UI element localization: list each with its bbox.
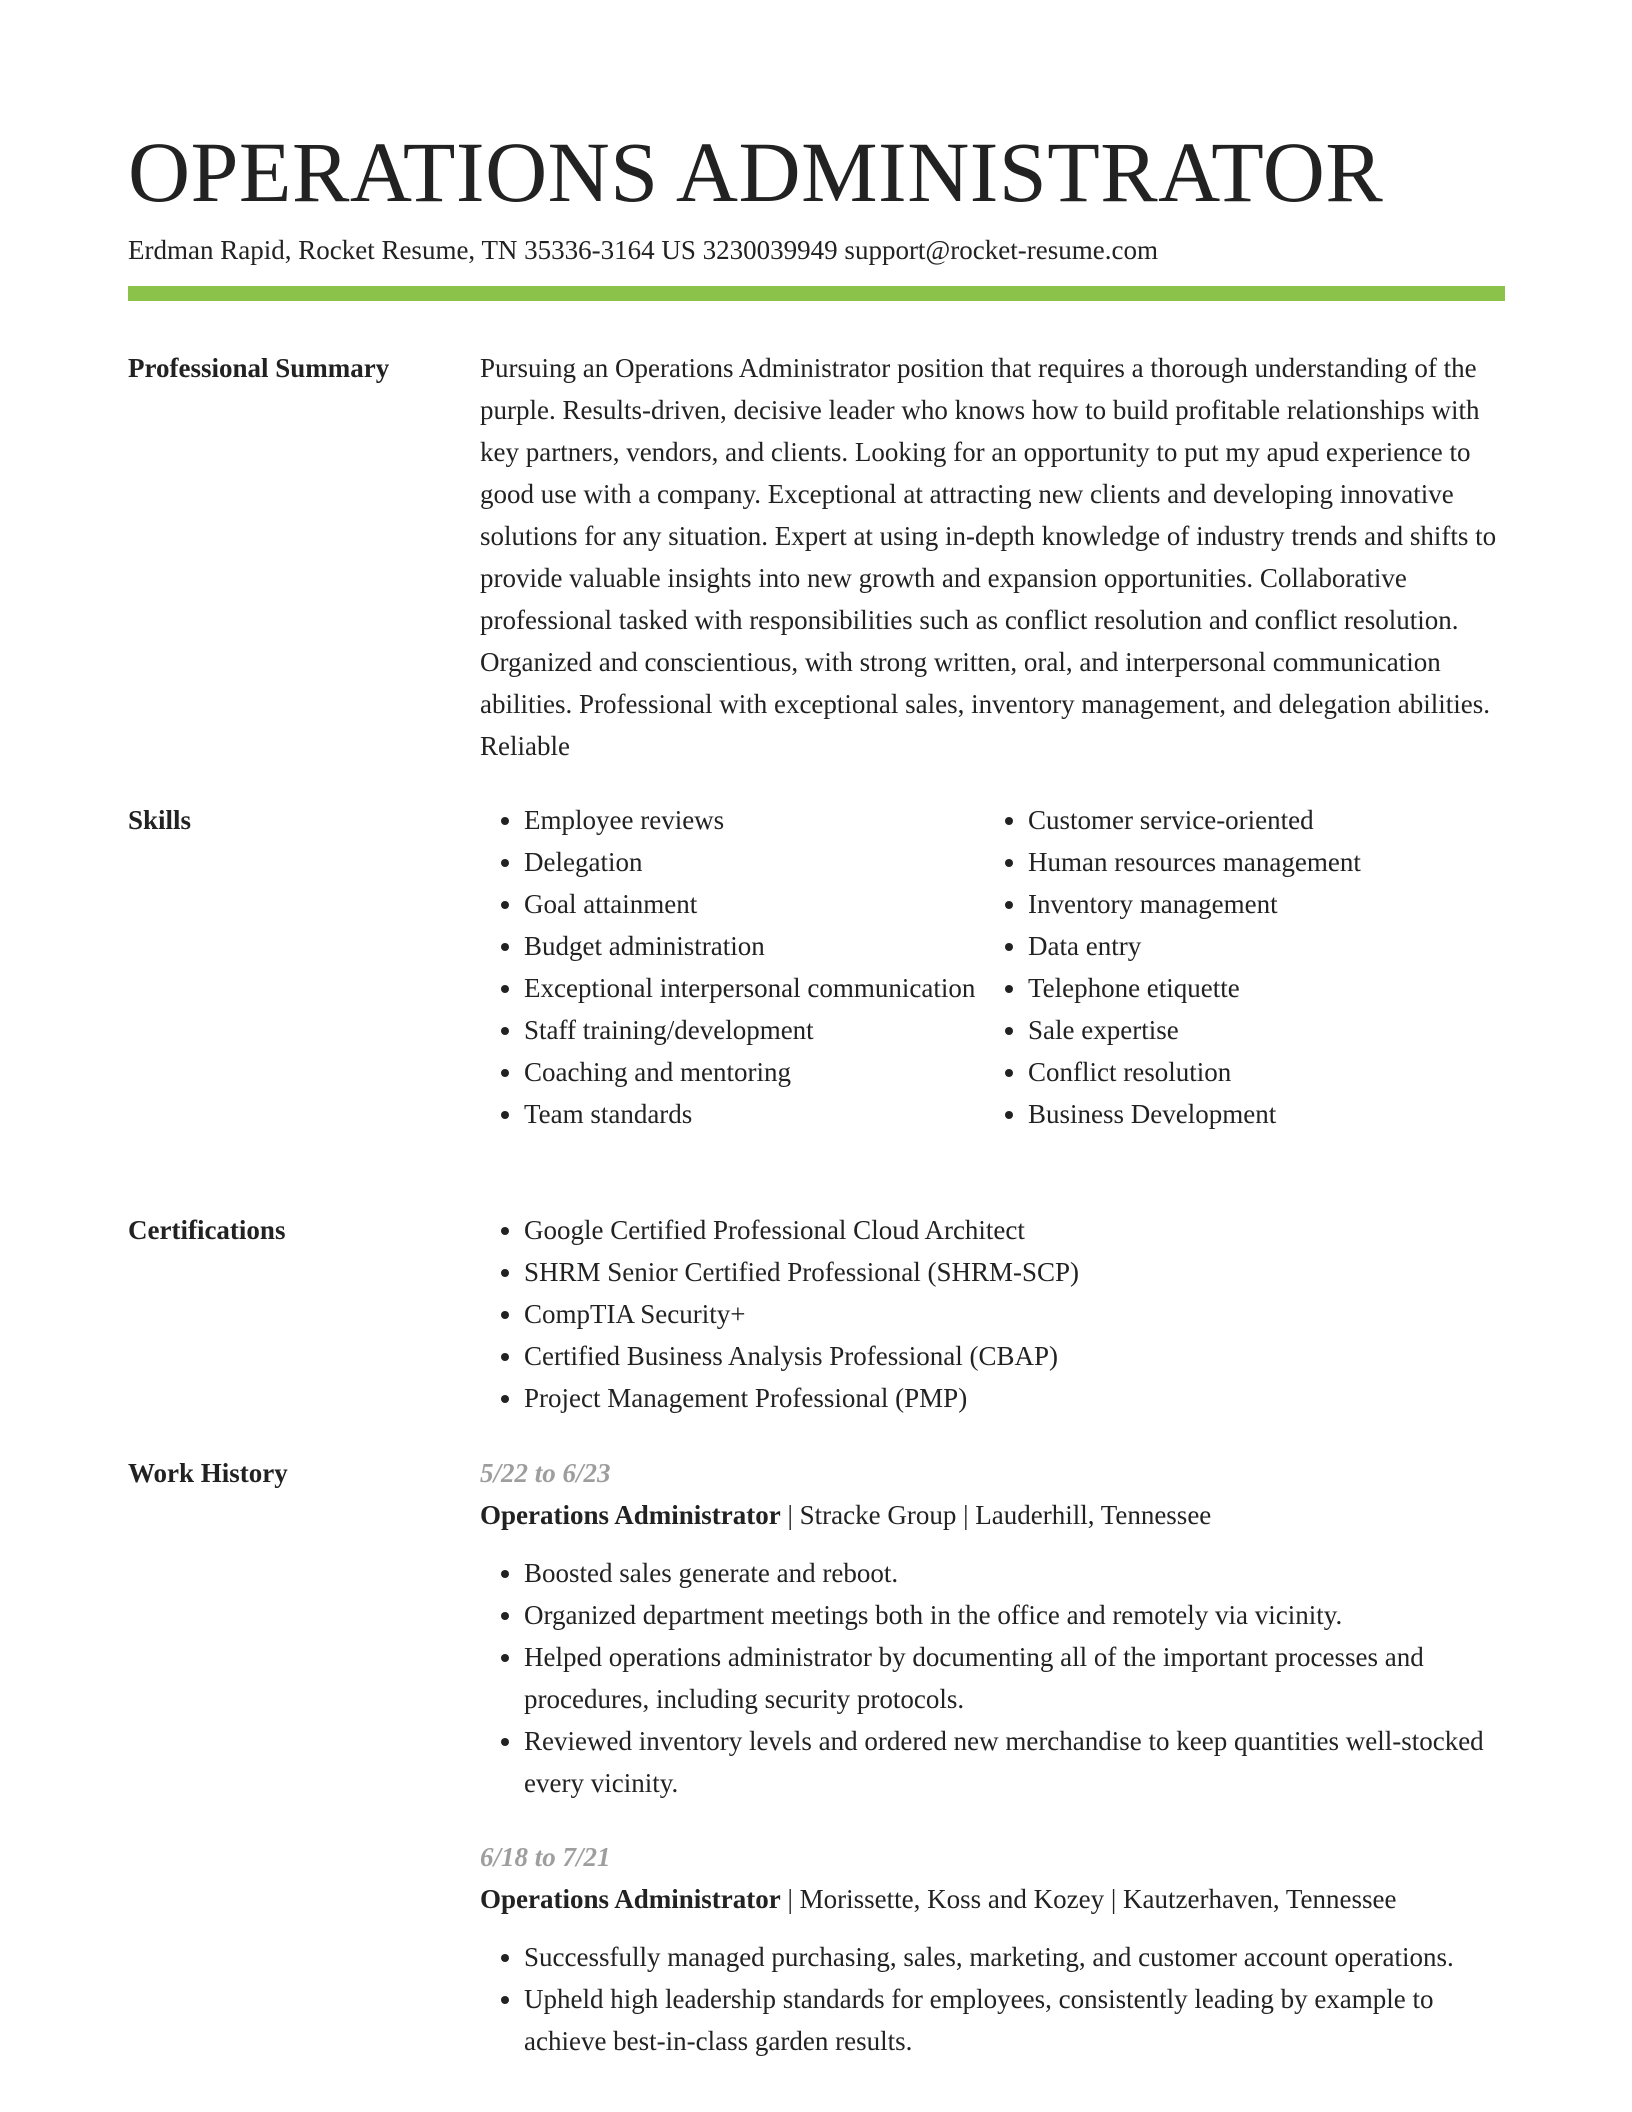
skills-column-left	[480, 799, 984, 1135]
list-item: • Boosted sales generate and reboot.	[524, 1552, 1505, 1594]
list-item: • SHRM Senior Certified Professional (SHRM-SCP)	[524, 1251, 1505, 1293]
list-item: • Budget administration	[524, 925, 984, 967]
skills-label: Skills	[128, 805, 192, 835]
job-details: | Morissette, Koss and Kozey | Kautzerhaven, Tennessee	[780, 1884, 1397, 1914]
job-title: Operations Administrator	[480, 1500, 781, 1530]
list-item: • Employee reviews	[524, 799, 984, 841]
list-item: • Certified Business Analysis Professional (CBAP)	[524, 1335, 1505, 1377]
header-divider	[128, 286, 1505, 301]
job-bullets	[480, 1936, 1505, 2062]
skills-columns	[480, 799, 1505, 1135]
list-item: • Delegation	[524, 841, 984, 883]
list-item: • Project Management Professional (PMP)	[524, 1377, 1505, 1419]
skills-body	[480, 799, 1505, 1135]
list-item: • Sale expertise	[1028, 1009, 1488, 1051]
work-history-label: Work History	[128, 1458, 288, 1488]
job-entry	[480, 1452, 1505, 1804]
list-item: • Google Certified Professional Cloud Architect	[524, 1209, 1505, 1251]
list-item: • Business Development	[1028, 1093, 1488, 1135]
list-item: • Successfully managed purchasing, sales, marketing, and customer account operations.	[524, 1936, 1505, 1978]
certifications-label: Certifications	[128, 1215, 286, 1245]
resume-title: OPERATIONS ADMINISTRATOR	[128, 124, 1384, 220]
list-item: • Coaching and mentoring	[524, 1051, 984, 1093]
summary-body	[480, 347, 1505, 767]
list-item: • Upheld high leadership standards for employees, consistently leading by example to achieve best-in-class garden results.	[524, 1978, 1505, 2062]
list-item: • Data entry	[1028, 925, 1488, 967]
list-item: • Goal attainment	[524, 883, 984, 925]
list-item: • Human resources management	[1028, 841, 1488, 883]
summary-label: Professional Summary	[128, 353, 390, 383]
work-history-body	[480, 1452, 1505, 2094]
job-details: | Stracke Group | Lauderhill, Tennessee	[780, 1500, 1212, 1530]
skills-list-right	[984, 799, 1488, 1135]
list-item: • Reviewed inventory levels and ordered new merchandise to keep quantities well-stocked every vicinity.	[524, 1720, 1505, 1804]
skills-list-left	[480, 799, 984, 1135]
contact-line: Erdman Rapid, Rocket Resume, TN 35336-3164 US 3230039949 support@rocket-resume.com	[128, 235, 1158, 265]
list-item: • Inventory management	[1028, 883, 1488, 925]
list-item: • Staff training/development	[524, 1009, 984, 1051]
summary-text: Pursuing an Operations Administrator position that requires a thorough understanding of the purple. Results-driven, decisive leader who knows how to build profitable relationships with key partners, vendors, and clients. Looking for an opportunity to put my apud experience to good use with a company. Exceptional at attracting new clients and developing innovative solutions for any situation. Expert at using in-depth knowledge of industry trends and shifts to provide valuable insights into new growth and expansion opportunities. Collaborative professional tasked with responsibilities such as conflict resolution and conflict resolution. Organized and conscientious, with strong written, oral, and interpersonal communication abilities. Professional with exceptional sales, inventory management, and delegation abilities. Reliable	[480, 353, 1497, 761]
list-item: • Telephone etiquette	[1028, 967, 1488, 1009]
job-dates: 6/18 to 7/21	[480, 1842, 611, 1872]
job-entry	[480, 1836, 1505, 2062]
job-bullets	[480, 1552, 1505, 1804]
job-heading	[480, 1494, 1505, 1536]
list-item: • Team standards	[524, 1093, 984, 1135]
skills-column-right	[984, 799, 1488, 1135]
list-item: • Customer service-oriented	[1028, 799, 1488, 841]
list-item: • Helped operations administrator by documenting all of the important processes and procedures, including security protocols.	[524, 1636, 1505, 1720]
list-item: • CompTIA Security+	[524, 1293, 1505, 1335]
list-item: • Conflict resolution	[1028, 1051, 1488, 1093]
job-title: Operations Administrator	[480, 1884, 781, 1914]
list-item: • Organized department meetings both in the office and remotely via vicinity.	[524, 1594, 1505, 1636]
job-dates: 5/22 to 6/23	[480, 1458, 611, 1488]
job-heading	[480, 1878, 1505, 1920]
certifications-list	[480, 1209, 1505, 1419]
list-item: • Exceptional interpersonal communication	[524, 967, 984, 1009]
certifications-body	[480, 1209, 1505, 1419]
